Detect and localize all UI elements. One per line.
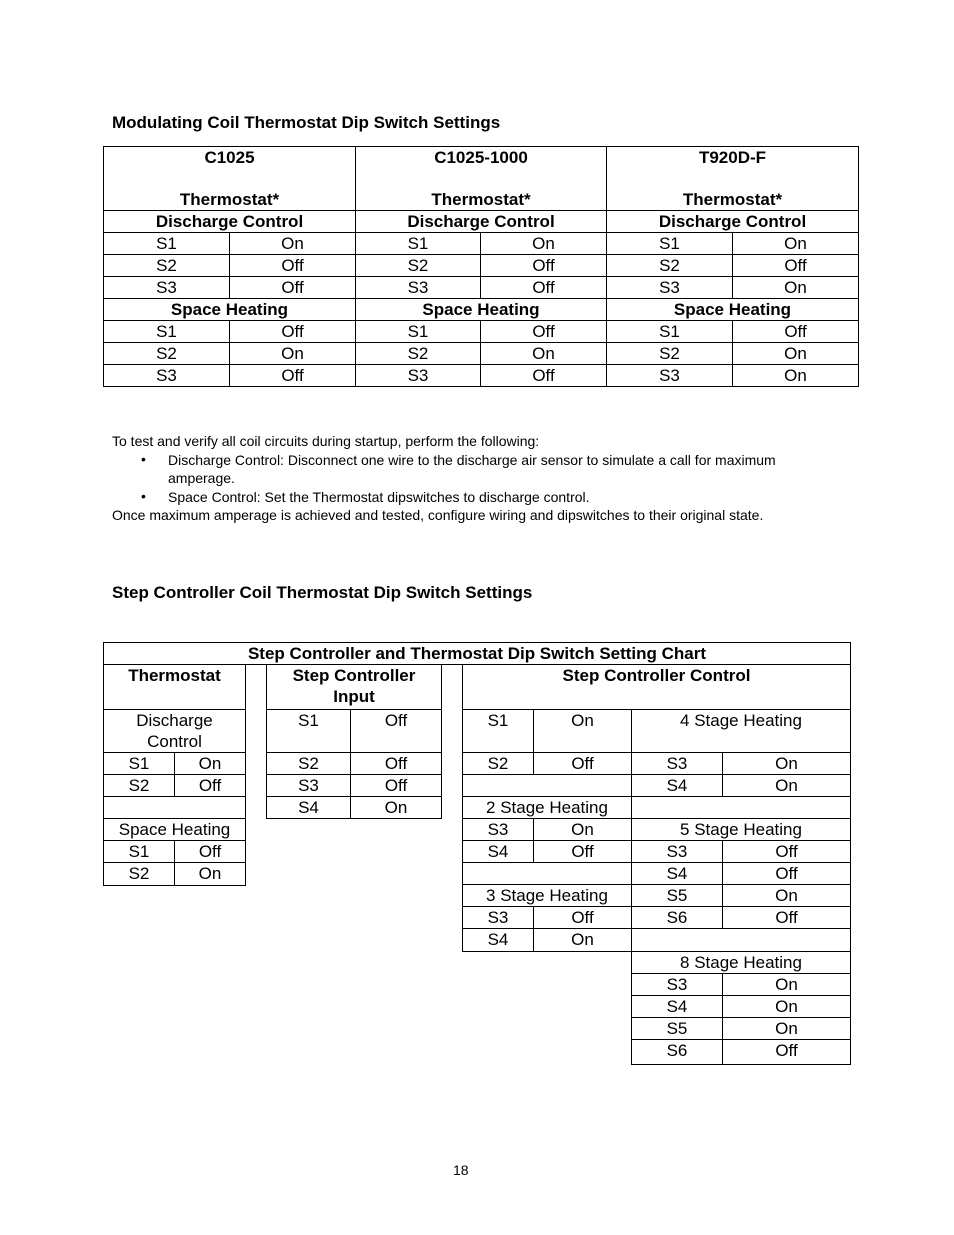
state-cell: On xyxy=(733,365,859,387)
empty-cell xyxy=(462,862,632,885)
col-header-c1025-1000: C1025-1000 Thermostat* xyxy=(356,147,607,211)
state-cell: On xyxy=(733,277,859,299)
state-cell: Off xyxy=(350,774,442,797)
section-label-space: Space Heating xyxy=(356,299,607,321)
switch-cell: S1 xyxy=(103,840,175,863)
switch-cell: S3 xyxy=(631,752,723,775)
switch-cell: S1 xyxy=(104,233,230,255)
state-cell: On xyxy=(533,709,632,753)
chart-title: Step Controller and Thermostat Dip Switch Setting Chart xyxy=(103,642,851,665)
section-label-discharge: Discharge Control xyxy=(356,211,607,233)
switch-cell: S4 xyxy=(462,928,534,952)
empty-cell xyxy=(103,796,246,819)
switch-cell: S5 xyxy=(631,1017,723,1040)
state-cell: On xyxy=(230,233,356,255)
state-cell: On xyxy=(722,995,851,1018)
switch-cell: S2 xyxy=(103,774,175,797)
thermostat-discharge-label: Discharge Control xyxy=(103,709,246,753)
stage3-label: 3 Stage Heating xyxy=(462,884,632,907)
switch-cell: S1 xyxy=(356,321,481,343)
state-cell: On xyxy=(350,796,442,819)
switch-cell: S1 xyxy=(103,752,175,775)
state-cell: Off xyxy=(722,906,851,929)
switch-cell: S1 xyxy=(356,233,481,255)
state-cell: On xyxy=(481,343,607,365)
state-cell: On xyxy=(722,973,851,996)
switch-cell: S6 xyxy=(631,906,723,929)
state-cell: Off xyxy=(481,365,607,387)
state-cell: Off xyxy=(481,321,607,343)
instruction-bullet: Discharge Control: Disconnect one wire to the discharge air sensor to simulate a call for maximum amperage. xyxy=(168,452,776,486)
state-cell: Off xyxy=(230,365,356,387)
instructions-intro: To test and verify all coil circuits during startup, perform the following: xyxy=(112,433,540,449)
state-cell: Off xyxy=(533,840,632,863)
state-cell: Off xyxy=(533,906,632,929)
state-cell: Off xyxy=(174,840,246,863)
switch-cell: S4 xyxy=(266,796,351,819)
state-cell: On xyxy=(733,233,859,255)
switch-cell: S4 xyxy=(631,774,723,797)
switch-cell: S1 xyxy=(462,709,534,753)
state-cell: Off xyxy=(722,840,851,863)
switch-cell: S1 xyxy=(266,709,351,753)
stage2-label: 2 Stage Heating xyxy=(462,796,632,819)
switch-cell: S2 xyxy=(103,862,175,886)
state-cell: On xyxy=(722,774,851,797)
page-number: 18 xyxy=(453,1162,469,1178)
state-cell: On xyxy=(533,928,632,952)
state-cell: Off xyxy=(533,752,632,775)
thermostat-space-label: Space Heating xyxy=(103,818,246,841)
switch-cell: S4 xyxy=(631,995,723,1018)
state-cell: On xyxy=(722,884,851,907)
switch-cell: S3 xyxy=(356,365,481,387)
section-label-space: Space Heating xyxy=(104,299,356,321)
instructions-outro: Once maximum amperage is achieved and tested, configure wiring and dipswitches to their original state. xyxy=(112,507,764,523)
stage5-label: 5 Stage Heating xyxy=(631,818,851,841)
switch-cell: S3 xyxy=(266,774,351,797)
switch-cell: S2 xyxy=(356,343,481,365)
stage8-label: 8 Stage Heating xyxy=(631,951,851,974)
switch-cell: S3 xyxy=(607,365,733,387)
bullet-icon: • xyxy=(141,488,146,504)
switch-cell: S4 xyxy=(631,862,723,885)
state-cell: On xyxy=(174,862,246,886)
empty-cell xyxy=(631,928,851,952)
state-cell: Off xyxy=(350,709,442,753)
switch-cell: S3 xyxy=(462,818,534,841)
state-cell: Off xyxy=(733,255,859,277)
state-cell: Off xyxy=(230,277,356,299)
state-cell: Off xyxy=(733,321,859,343)
state-cell: Off xyxy=(481,255,607,277)
switch-cell: S2 xyxy=(607,343,733,365)
section-label-space: Space Heating xyxy=(607,299,859,321)
col-header-t920d-f: T920D-F Thermostat* xyxy=(607,147,859,211)
switch-cell: S1 xyxy=(607,321,733,343)
switch-cell: S5 xyxy=(631,884,723,907)
switch-cell: S3 xyxy=(607,277,733,299)
empty-cell xyxy=(462,774,632,797)
control-header: Step Controller Control xyxy=(462,664,851,710)
switch-cell: S3 xyxy=(104,277,230,299)
thermostat-header: Thermostat xyxy=(103,664,246,710)
state-cell: Off xyxy=(481,277,607,299)
switch-cell: S2 xyxy=(266,752,351,775)
bullet-icon: • xyxy=(141,451,146,467)
switch-cell: S1 xyxy=(104,321,230,343)
col-header-c1025: C1025 Thermostat* xyxy=(104,147,356,211)
state-cell: Off xyxy=(230,321,356,343)
step-heading: Step Controller Coil Thermostat Dip Switch Settings xyxy=(112,583,533,602)
switch-cell: S2 xyxy=(607,255,733,277)
input-header: Step Controller Input xyxy=(266,664,442,710)
switch-cell: S1 xyxy=(607,233,733,255)
switch-cell: S2 xyxy=(462,752,534,775)
switch-cell: S3 xyxy=(462,906,534,929)
switch-cell: S3 xyxy=(356,277,481,299)
switch-cell: S2 xyxy=(104,343,230,365)
switch-cell: S3 xyxy=(631,973,723,996)
state-cell: Off xyxy=(230,255,356,277)
switch-cell: S4 xyxy=(462,840,534,863)
state-cell: On xyxy=(722,752,851,775)
state-cell: Off xyxy=(174,774,246,797)
state-cell: On xyxy=(481,233,607,255)
switch-cell: S2 xyxy=(104,255,230,277)
switch-cell: S3 xyxy=(104,365,230,387)
state-cell: Off xyxy=(722,1039,851,1065)
instruction-bullet: Space Control: Set the Thermostat dipswitches to discharge control. xyxy=(168,489,590,505)
switch-cell: S3 xyxy=(631,840,723,863)
modulating-heading: Modulating Coil Thermostat Dip Switch Settings xyxy=(112,113,501,132)
switch-cell: S6 xyxy=(631,1039,723,1065)
state-cell: On xyxy=(533,818,632,841)
switch-cell: S2 xyxy=(356,255,481,277)
state-cell: On xyxy=(230,343,356,365)
section-label-discharge: Discharge Control xyxy=(607,211,859,233)
empty-cell xyxy=(631,796,851,819)
state-cell: Off xyxy=(722,862,851,885)
section-label-discharge: Discharge Control xyxy=(104,211,356,233)
state-cell: Off xyxy=(350,752,442,775)
state-cell: On xyxy=(733,343,859,365)
stage4-label: 4 Stage Heating xyxy=(631,709,851,753)
state-cell: On xyxy=(722,1017,851,1040)
state-cell: On xyxy=(174,752,246,775)
